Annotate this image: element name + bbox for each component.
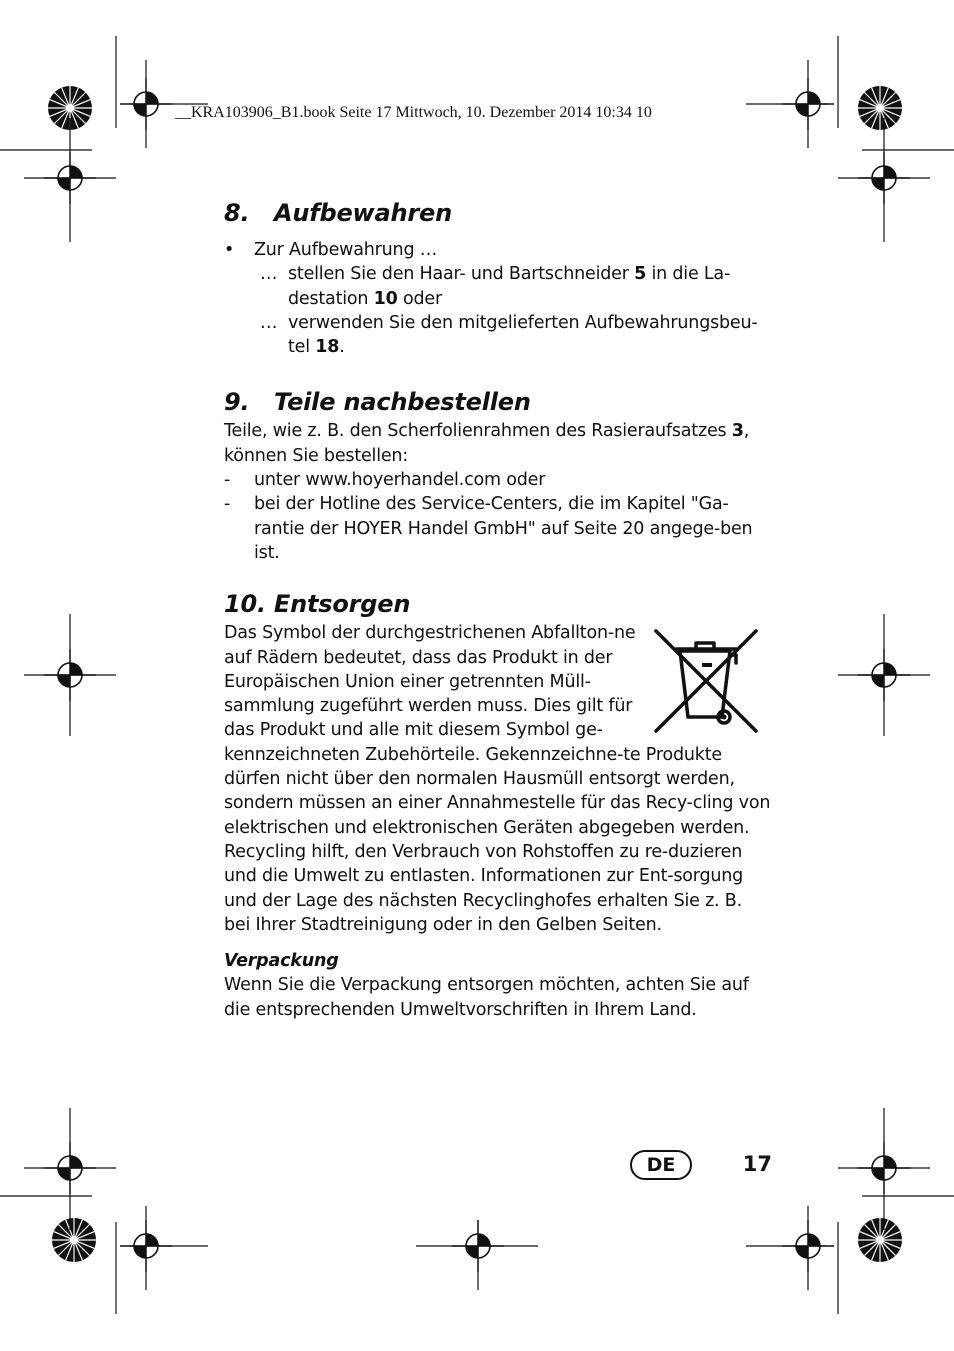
print-header: __KRA103906_B1.book Seite 17 Mittwoch, 10. Dezember 2014 10:34 10 xyxy=(175,104,652,121)
dash-marker: - xyxy=(224,494,231,515)
subsection-title: Verpackung xyxy=(224,951,339,972)
sub-item-text: stellen Sie den Haar- und Bartschneider xyxy=(288,264,635,285)
section-number: 9. xyxy=(224,388,250,417)
ellipsis-marker: … xyxy=(260,264,278,285)
section-number: 10. xyxy=(224,590,266,619)
section-heading xyxy=(224,587,772,621)
ellipsis-marker: … xyxy=(260,312,278,333)
list-item xyxy=(224,468,772,492)
section-number: 8. xyxy=(224,199,250,227)
part-number: 18 xyxy=(315,337,340,358)
part-number: 3 xyxy=(731,421,744,442)
section-title: Teile nachbestellen xyxy=(274,388,531,417)
section-heading xyxy=(224,385,772,419)
paragraph xyxy=(224,419,772,468)
section-heading xyxy=(224,196,772,230)
language-badge: DE xyxy=(630,1150,692,1180)
sub-item xyxy=(224,262,772,311)
dash-marker: - xyxy=(224,470,231,491)
sub-item-text: oder xyxy=(397,288,442,309)
section-entsorgen xyxy=(224,587,772,1022)
section-teile-nachbestellen xyxy=(224,385,772,565)
sub-item-text: verwenden Sie den mitgelieferten Aufbewahrungsbeu-tel xyxy=(288,312,758,358)
section-title: Aufbewahren xyxy=(274,199,453,227)
list-item-text: bei der Hotline des Service-Centers, die im Kapitel "Ga-rantie der HOYER Handel GmbH" auf Seite 20 angege-ben ist. xyxy=(254,494,753,563)
section-aufbewahren xyxy=(224,196,772,359)
sub-item-text: in die La-destation xyxy=(288,264,731,309)
sub-item-text: . xyxy=(339,337,345,358)
disposal-paragraph: Das Symbol der durchgestrichenen Abfallton-ne auf Rädern bedeutet, dass das Produkt in der Europäischen Union einer getrennten Müll-sammlung zugeführt werden muss. Dies gilt für das Produkt und alle mit diesem Symbol ge-kennzeichneten Zubehörteile. Gekennzeichne-te Produkte dürfen nicht über den normalen Hausmüll entsorgt werden, sondern müssen an einer Annahmestelle für das Recy-cling von elektrischen und elektronischen Geräten abgegeben werden. Recycling hilft, den Verbrauch von Rohstoffen zu re-duzieren und die Umwelt zu entlasten. Informationen zur Ent-sorgung und der Lage des nächsten Recyclinghofes erhalten Sie z. B. bei Ihrer Stadtreinigung oder in den Gelben Seiten. xyxy=(224,623,771,935)
list-item-text: unter www.hoyerhandel.com oder xyxy=(254,470,546,491)
packaging-paragraph: Wenn Sie die Verpackung entsorgen möchten, achten Sie auf die entsprechenden Umweltvorschriften in Ihrem Land. xyxy=(224,975,749,1020)
page-footer xyxy=(630,1148,776,1184)
bullet-item: • Zur Aufbewahrung … xyxy=(224,238,772,262)
sub-item xyxy=(224,311,772,360)
list-item xyxy=(224,492,772,565)
section-title: Entsorgen xyxy=(273,590,411,619)
page-content xyxy=(224,196,772,1022)
part-number: 5 xyxy=(634,264,647,285)
part-number: 10 xyxy=(373,288,398,309)
crossed-out-bin-icon xyxy=(650,625,762,737)
paragraph-text: Teile, wie z. B. den Scherfolienrahmen des Rasieraufsatzes xyxy=(224,421,732,442)
page-number: 17 xyxy=(742,1152,772,1176)
paragraph-text: , können Sie bestellen: xyxy=(224,421,750,466)
